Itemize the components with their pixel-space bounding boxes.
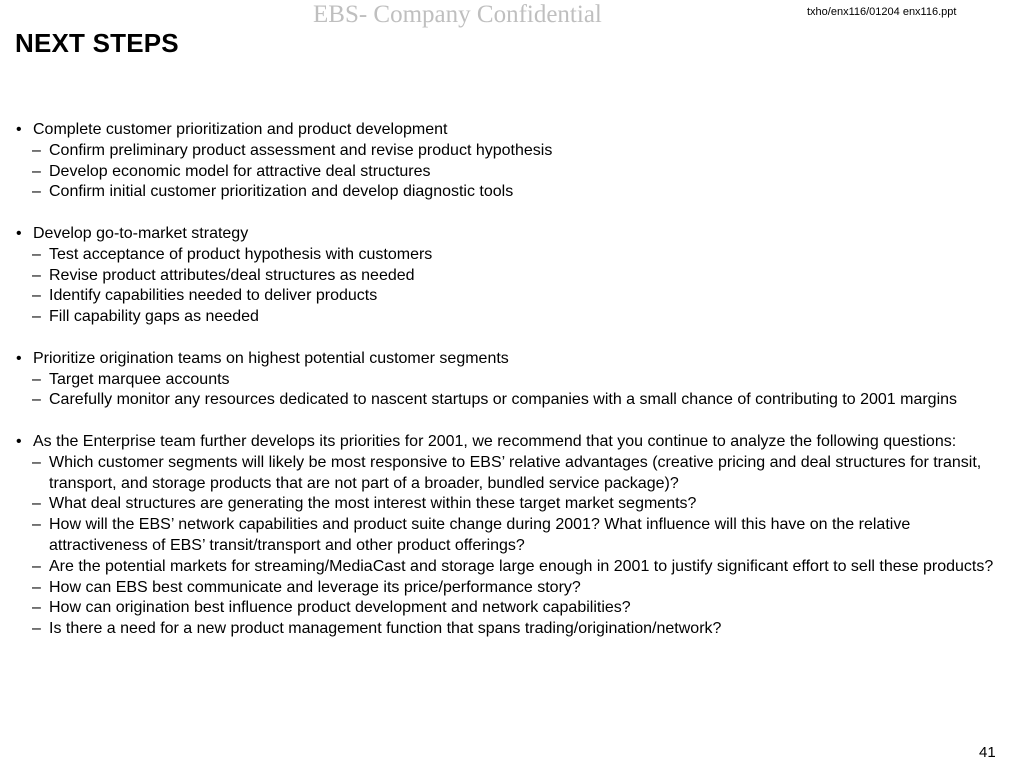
sub-item <box>16 141 1006 162</box>
dash-icon: – <box>32 453 41 471</box>
dash-icon: – <box>32 516 41 534</box>
sub-item <box>16 266 1006 287</box>
bullet-icon: • <box>16 432 22 450</box>
sub-list <box>16 245 1006 328</box>
dash-icon: – <box>32 308 41 326</box>
section-go-to-market <box>16 224 1006 328</box>
sub-item <box>16 245 1006 266</box>
dash-icon: – <box>32 557 41 575</box>
sub-list <box>16 453 1006 640</box>
file-reference: txho/enx116/01204 enx116.ppt <box>807 6 957 18</box>
dash-icon: – <box>32 620 41 638</box>
sub-item-text: Confirm initial customer prioritization and develop diagnostic tools <box>49 183 514 201</box>
sub-item-text: Which customer segments will likely be most responsive to EBS’ relative advantages (creative pricing and deal structures for transit, transport, and storage products that are not part of a broader, bundled service package)? <box>49 453 982 492</box>
dash-icon: – <box>32 599 41 617</box>
dash-icon: – <box>32 370 41 388</box>
sub-item-text: Develop economic model for attractive deal structures <box>49 162 431 180</box>
bullet-icon: • <box>16 121 22 138</box>
sub-item <box>16 162 1006 183</box>
sub-list <box>16 370 1006 412</box>
section-customer-prioritization <box>16 120 1006 203</box>
sub-item-text: Confirm preliminary product assessment and revise product hypothesis <box>49 141 553 159</box>
sub-item <box>16 390 1006 411</box>
dash-icon: – <box>32 578 41 596</box>
section-origination-teams <box>16 349 1006 411</box>
sub-item <box>16 370 1006 391</box>
sub-item-text: Carefully monitor any resources dedicated to nascent startups or companies with a small chance of contributing to 2001 margins <box>49 391 958 409</box>
bullet-text: As the Enterprise team further develops its priorities for 2001, we recommend that you continue to analyze the following questions: <box>33 432 957 450</box>
slide-content <box>16 120 1006 661</box>
bullet-item <box>16 224 1006 245</box>
sub-item <box>16 515 1006 557</box>
dash-icon: – <box>32 183 41 201</box>
dash-icon: – <box>32 162 41 180</box>
sub-item-text: Revise product attributes/deal structures as needed <box>49 266 415 284</box>
bullet-text: Complete customer prioritization and product development <box>33 121 448 138</box>
sub-item <box>16 286 1006 307</box>
sub-item-text: Are the potential markets for streaming/MediaCast and storage large enough in 2001 to justify significant effort to sell these products? <box>49 557 994 575</box>
page-number: 41 <box>979 744 996 761</box>
sub-item <box>16 182 1006 203</box>
bullet-item <box>16 120 1006 141</box>
sub-item-text: Identify capabilities needed to deliver products <box>49 287 378 305</box>
sub-item-text: How can EBS best communicate and leverage its price/performance story? <box>49 578 581 596</box>
sub-item-text: How can origination best influence product development and network capabilities? <box>49 599 631 617</box>
sub-item-text: Target marquee accounts <box>49 370 230 388</box>
sub-item <box>16 557 1006 578</box>
sub-item-text: Fill capability gaps as needed <box>49 308 259 326</box>
sub-item-text: How will the EBS’ network capabilities and product suite change during 2001? What influence will this have on the relative attractiveness of EBS’ transit/transport and other product offerings? <box>49 516 911 554</box>
sub-item <box>16 598 1006 619</box>
sub-item-text: Test acceptance of product hypothesis with customers <box>49 245 433 263</box>
dash-icon: – <box>32 266 41 284</box>
sub-list <box>16 141 1006 203</box>
confidential-watermark: EBS- Company Confidential <box>313 1 602 28</box>
sub-item <box>16 453 1006 495</box>
bullet-item <box>16 349 1006 370</box>
dash-icon: – <box>32 287 41 305</box>
sub-item <box>16 619 1006 640</box>
bullet-item <box>16 432 1006 453</box>
sub-item-text: Is there a need for a new product management function that spans trading/origination/network? <box>49 620 722 638</box>
dash-icon: – <box>32 391 41 409</box>
sub-item <box>16 494 1006 515</box>
sub-item-text: What deal structures are generating the most interest within these target market segments? <box>49 495 697 513</box>
sub-item <box>16 578 1006 599</box>
dash-icon: – <box>32 245 41 263</box>
bullet-icon: • <box>16 349 22 367</box>
sub-item <box>16 307 1006 328</box>
page-title: NEXT STEPS <box>15 28 179 58</box>
bullet-text: Develop go-to-market strategy <box>33 224 249 242</box>
section-questions <box>16 432 1006 640</box>
dash-icon: – <box>32 141 41 159</box>
bullet-text: Prioritize origination teams on highest potential customer segments <box>33 349 509 367</box>
dash-icon: – <box>32 495 41 513</box>
bullet-icon: • <box>16 224 22 242</box>
